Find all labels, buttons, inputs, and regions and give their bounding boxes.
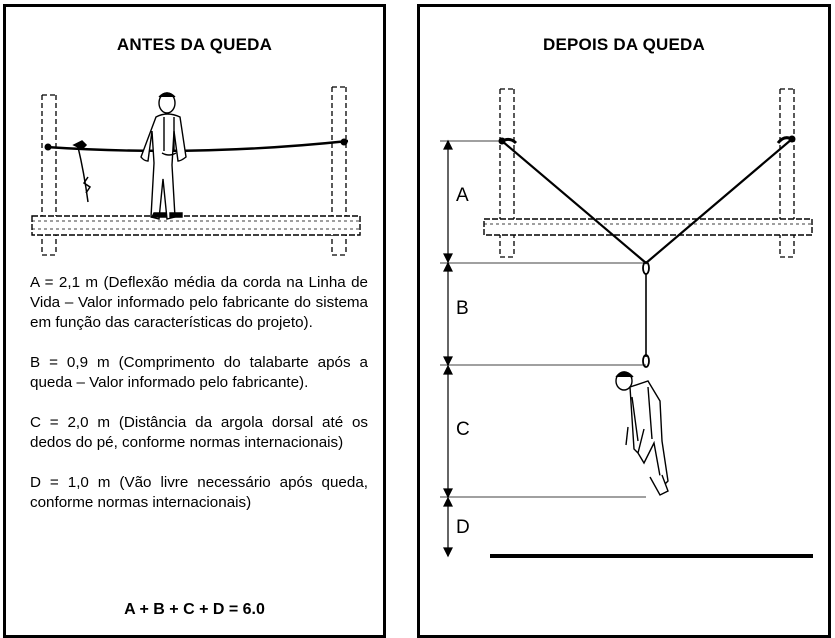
platform — [32, 216, 360, 235]
segment-label-d: D — [456, 517, 470, 538]
definition-a: A = 2,1 m (Deflexão média da corda na Linha de Vida – Valor informado pelo fabricante do sistema em função das características do projeto). — [30, 274, 368, 331]
definition-c: C = 2,0 m (Distância da argola dorsal até os dedos do pé, conforme normas internacionais) — [30, 414, 368, 451]
segment-label-c: C — [456, 419, 470, 440]
segment-label-b: B — [456, 298, 469, 319]
left-anchor — [45, 144, 52, 151]
segment-label-a: A — [456, 185, 469, 206]
before-fall-panel — [3, 4, 386, 638]
worker-standing-icon — [141, 93, 186, 219]
worker-hanging-icon — [616, 372, 668, 495]
formula: A + B + C + D = 6.0 — [124, 601, 265, 618]
definition-b: B = 0,9 m (Comprimento do talabarte após a queda – Valor informado pelo fabricante). — [30, 354, 368, 391]
before-fall-title: ANTES DA QUEDA — [116, 35, 273, 54]
dimension-line — [440, 141, 646, 556]
deflected-lifeline — [502, 139, 792, 263]
lifeline-rope — [46, 141, 348, 151]
platform — [484, 219, 812, 235]
after-fall-title: DEPOIS DA QUEDA — [542, 35, 705, 54]
definitions-list — [30, 273, 368, 533]
right-anchor — [341, 139, 348, 146]
after-fall-illustration — [420, 7, 828, 635]
definition-d: D = 1,0 m (Vão livre necessário após queda, conforme normas internacionais) — [30, 474, 368, 511]
after-fall-panel — [417, 4, 831, 638]
